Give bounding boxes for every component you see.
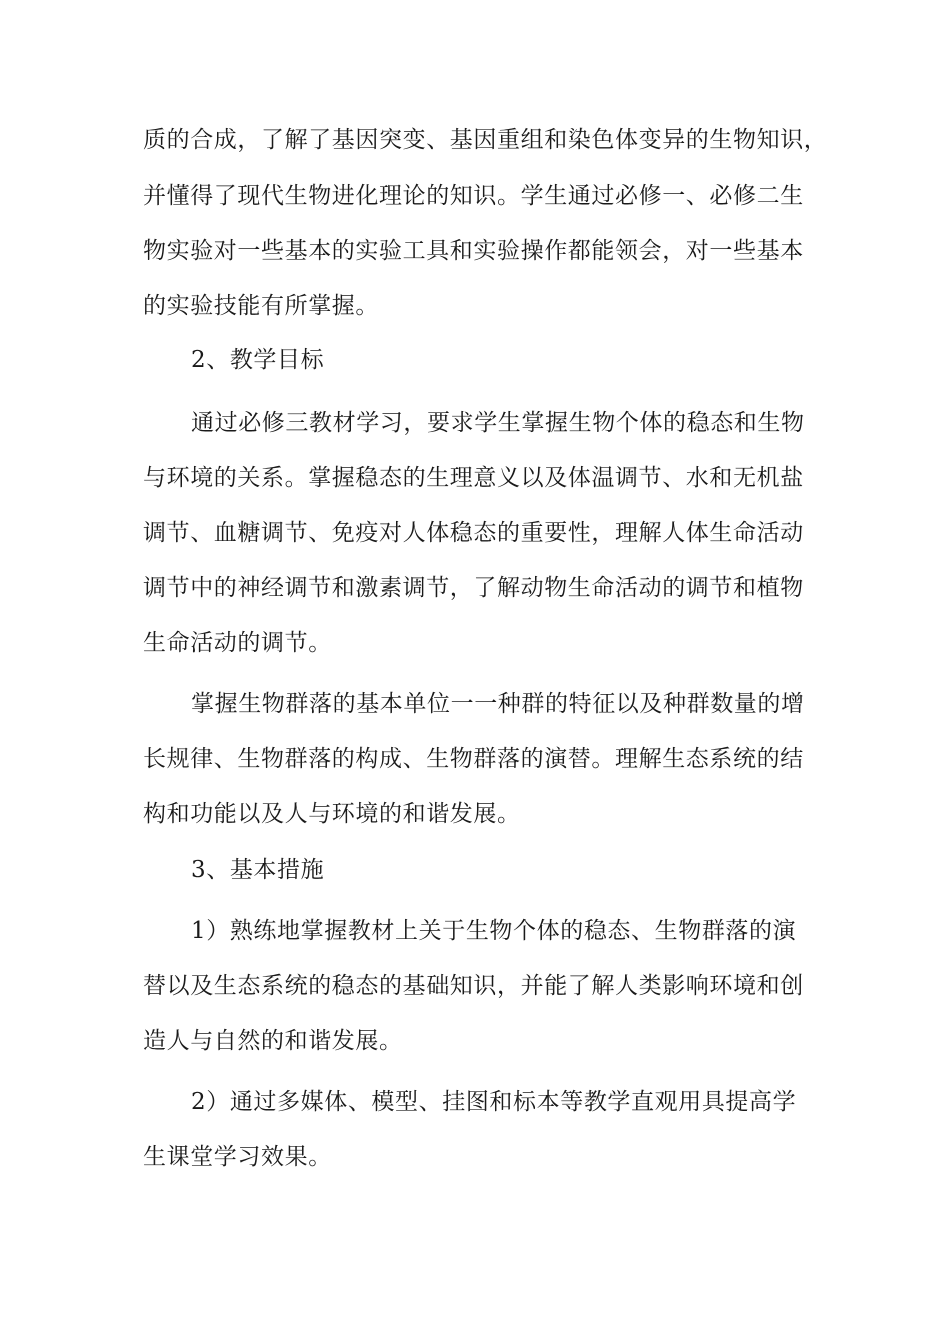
section-heading: 2、教学目标 [191,347,325,373]
paragraph-line: 构和功能以及人与环境的和谐发展。 [143,801,521,827]
paragraph-line: 替以及生态系统的稳态的基础知识，并能了解人类影响环境和创 [143,973,804,999]
paragraph-line: 与环境的关系。掌握稳态的生理意义以及体温调节、水和无机盐 [143,465,804,491]
paragraph-line: 2）通过多媒体、模型、挂图和标本等教学直观用具提高学 [191,1089,797,1115]
paragraph-line: 调节中的神经调节和激素调节，了解动物生命活动的调节和植物 [143,575,804,601]
paragraph-line: 物实验对一些基本的实验工具和实验操作都能领会，对一些基本 [143,238,804,264]
paragraph-line: 并懂得了现代生物进化理论的知识。学生通过必修一、必修二生 [143,183,804,209]
paragraph-line: 调节、血糖调节、免疫对人体稳态的重要性，理解人体生命活动 [143,520,804,546]
paragraph-line: 造人与自然的和谐发展。 [143,1028,403,1054]
paragraph-line: 质的合成，了解了基因突变、基因重组和染色体变异的生物知识， [143,127,828,153]
paragraph-line: 通过必修三教材学习，要求学生掌握生物个体的稳态和生物 [191,410,805,436]
paragraph-line: 掌握生物群落的基本单位一一种群的特征以及种群数量的增 [191,691,805,717]
section-heading: 3、基本措施 [191,857,325,883]
paragraph-line: 生命活动的调节。 [143,630,332,656]
paragraph-line: 的实验技能有所掌握。 [143,293,379,319]
paragraph-line: 1）熟练地掌握教材上关于生物个体的稳态、生物群落的演 [191,918,797,944]
paragraph-line: 生课堂学习效果。 [143,1144,332,1170]
paragraph-line: 长规律、生物群落的构成、生物群落的演替。理解生态系统的结 [143,746,804,772]
